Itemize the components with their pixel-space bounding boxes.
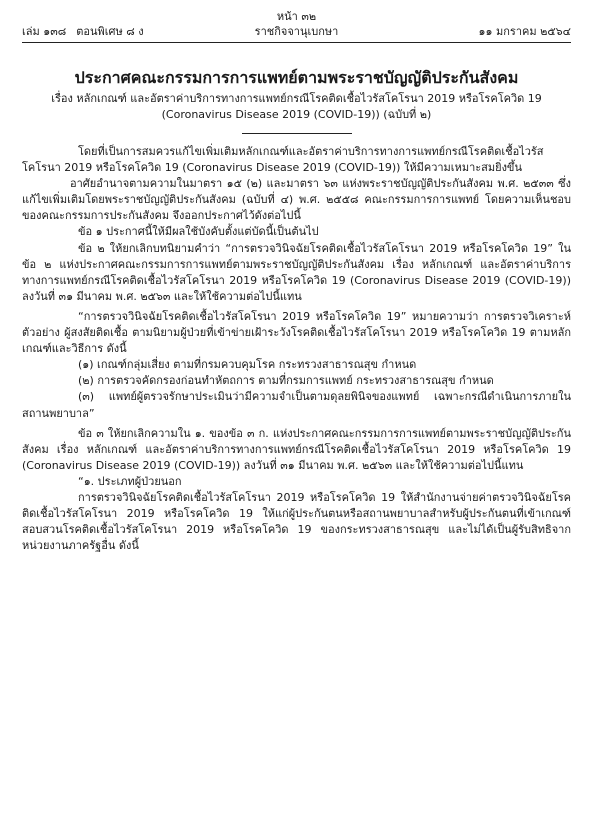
volume-number: เล่ม ๑๓๘ (22, 25, 67, 38)
gazette-name: ราชกิจจานุเบกษา (254, 25, 339, 38)
paragraph-authority: อาศัยอำนาจตามความในมาตรา ๑๕ (๒) และมาตรา ๖๓ แห่งพระราชบัญญัติประกันสังคม พ.ศ. ๒๕๓๓ ซึ่งแก้ไขเพิ่มเติมโดยพระราชบัญญัติประกันสังคม (ฉบับที่ ๔) พ.ศ. ๒๕๕๘ คณะกรรมการการแพทย์ โดยความเห็นชอบของคณะกรรมการประกันสังคม จึงออกประกาศไว้ดังต่อไปนี้ (22, 177, 571, 223)
gazette-header (22, 24, 571, 43)
publication-date: ๑๑ มกราคม ๒๕๖๔ (478, 25, 571, 38)
page-number: หน้า ๓๒ (276, 10, 317, 23)
special-section: ตอนพิเศษ ๘ ง (76, 25, 144, 38)
clause-1: ข้อ ๑ ประกาศนี้ให้มีผลใช้บังคับตั้งแต่บัดนี้เป็นต้นไป (78, 225, 319, 239)
announcement-body (22, 144, 571, 554)
title-divider (242, 133, 352, 134)
announcement-title: ประกาศคณะกรรมการการแพทย์ตามพระราชบัญญัติประกันสังคม (74, 68, 519, 87)
definition-item-2: (๒) การตรวจคัดกรองก่อนทำหัตถการ ตามที่กรมการแพทย์ กระทรวงสาธารณสุข กำหนด (78, 374, 494, 388)
announcement-subject: เรื่อง หลักเกณฑ์ และอัตราค่าบริการทางการแพทย์กรณีโรคติดเชื้อไวรัสโคโรนา 2019 หรือโรคโควิด 19 (Coronavirus Disease 2019 (COVID-19)) (ฉบับที่ ๒) (51, 92, 542, 121)
header-rule (22, 42, 571, 43)
definition-item-3: (๓) แพทย์ผู้ตรวจรักษาประเมินว่ามีความจำเป็นตามดุลยพินิจของแพทย์ เฉพาะกรณีดำเนินการภายในสถานพยาบาล” (22, 390, 571, 420)
definition-item-1: (๑) เกณฑ์กลุ่มเสี่ยง ตามที่กรมควบคุมโรค กระทรวงสาธารณสุข กำหนด (78, 358, 417, 372)
outpatient-paragraph: การตรวจวินิจฉัยโรคติดเชื้อไวรัสโคโรนา 2019 หรือโรคโควิด 19 ให้สำนักงานจ่ายค่าตรวจวินิจฉัยโรคติดเชื้อไวรัสโคโรนา 2019 หรือโรคโควิด 19 ให้แก่ผู้ประกันตนหรือสถานพยาบาลสำหรับผู้ประกันตนที่เข้าเกณฑ์สอบสวนโรคติดเชื้อไวรัสโคโรนา 2019 หรือโรคโควิด 19 ของกระทรวงสาธารณสุข และไม่ได้เป็นผู้รับสิทธิจากหน่วยงานภาครัฐอื่น ดังนี้ (22, 490, 571, 553)
definition-paragraph: “การตรวจวินิจฉัยโรคติดเชื้อไวรัสโคโรนา 2019 หรือโรคโควิด 19” หมายความว่า การตรวจวิเคราะห์ตัวอย่าง ผู้สงสัยติดเชื้อ ตามนิยามผู้ป่วยที่เข้าข่ายเฝ้าระวังโรคติดเชื้อไวรัสโคโรนา 2019 หรือโรคโควิด 19 ตามหลักเกณฑ์และวิธีการ ดังนี้ (22, 309, 571, 356)
outpatient-heading: “๑. ประเภทผู้ป่วยนอก (78, 474, 182, 488)
paragraph-preamble: โดยที่เป็นการสมควรแก้ไขเพิ่มเติมหลักเกณฑ์และอัตราค่าบริการทางการแพทย์กรณีโรคติดเชื้อไวรัสโคโรนา 2019 หรือโรคโควิด 19 (Coronavirus Disease 2019 (COVID-19)) ให้มีความเหมาะสมยิ่งขึ้น (22, 145, 544, 175)
clause-2: ข้อ ๒ ให้ยกเลิกบทนิยามคำว่า “การตรวจวินิจฉัยโรคติดเชื้อไวรัสโคโรนา 2019 หรือโรคโควิด 19” ในข้อ ๒ แห่งประกาศคณะกรรมการการแพทย์ตามพระราชบัญญัติประกันสังคม เรื่อง หลักเกณฑ์ และอัตราค่าบริการทางการแพทย์กรณีโรคติดเชื้อไวรัสโคโรนา 2019 หรือโรคโควิด 19 (Coronavirus Disease 2019 (COVID-19)) ลงวันที่ ๓๑ มีนาคม พ.ศ. ๒๕๖๓ และให้ใช้ความต่อไปนี้แทน (22, 241, 571, 303)
clause-3: ข้อ ๓ ให้ยกเลิกความใน ๑. ของข้อ ๓ ก. แห่งประกาศคณะกรรมการการแพทย์ตามพระราชบัญญัติประกันสังคม เรื่อง หลักเกณฑ์ และอัตราค่าบริการทางการแพทย์กรณีโรคติดเชื้อไวรัสโคโรนา 2019 หรือโรคโควิด 19 (Coronavirus Disease 2019 (COVID-19)) ลงวันที่ ๓๑ มีนาคม พ.ศ. ๒๕๖๓ และให้ใช้ความต่อไปนี้แทน (22, 426, 571, 472)
